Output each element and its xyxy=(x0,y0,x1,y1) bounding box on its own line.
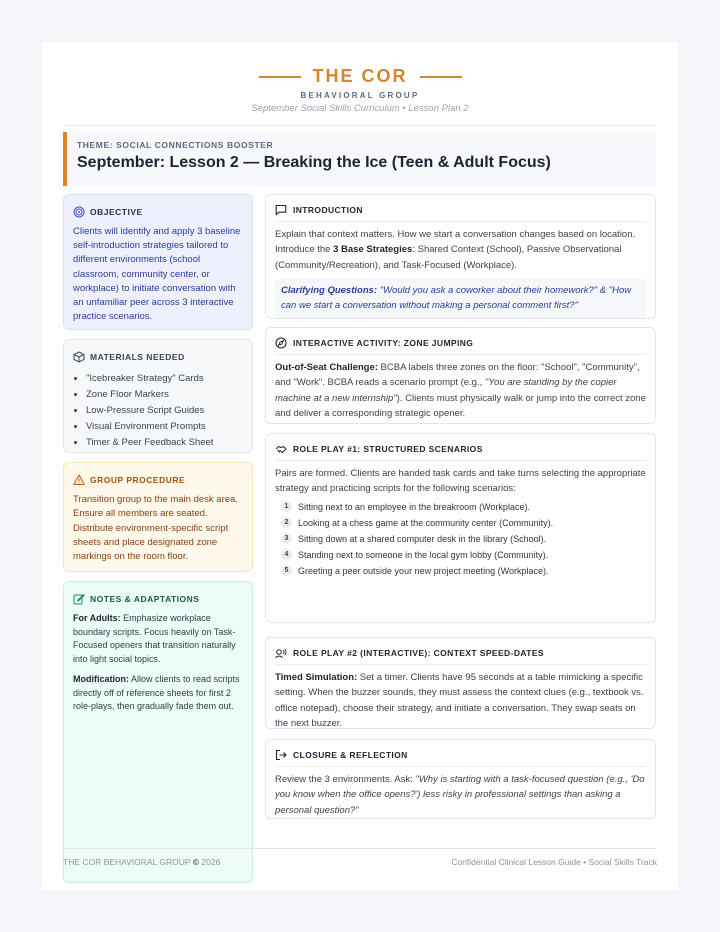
scenario-number: 2 xyxy=(281,517,292,528)
brand-header xyxy=(42,66,678,114)
objective-heading: OBJECTIVE xyxy=(90,207,143,217)
scenario-number: 5 xyxy=(281,565,292,576)
closure-question: "Why is starting with a task-focused question (e.g., 'Do you know when the office opens?') less risky in professional settings than asking a personal question?" xyxy=(275,774,645,816)
closure-text xyxy=(275,772,646,818)
copyright-symbol: © xyxy=(192,857,200,867)
zone-text-b: ). Clients must physically walk or jump into the correct zone and deliver a corresponding strategic opener. xyxy=(275,392,646,419)
target-icon xyxy=(73,206,85,218)
notes-card xyxy=(63,581,253,883)
compass-icon xyxy=(275,337,287,349)
lesson-title: September: Lesson 2 — Breaking the Ice (Teen & Adult Focus) xyxy=(77,154,551,171)
cube-icon xyxy=(73,351,85,363)
footer-right: Confidential Clinical Lesson Guide • Social Skills Track xyxy=(451,857,657,867)
zone-activity-card xyxy=(265,327,656,424)
warning-icon xyxy=(73,474,85,486)
list-item xyxy=(281,515,646,531)
scenario-number: 3 xyxy=(281,533,292,544)
footer-left xyxy=(63,857,220,867)
scenario-number: 4 xyxy=(281,549,292,560)
header-divider xyxy=(63,125,657,126)
scenario-text: Greeting a peer outside your new project meeting (Workplace). xyxy=(298,565,549,576)
clarifying-questions xyxy=(275,279,646,318)
handshake-icon xyxy=(275,443,287,455)
modification-label: Modification: xyxy=(73,673,129,684)
footer-year: 2026 xyxy=(201,857,221,867)
curriculum-tagline: September Social Skills Curriculum • Lesson Plan 2 xyxy=(251,103,469,114)
scenario-text: Standing next to someone in the local gym lobby (Community). xyxy=(298,549,549,560)
adults-text: Emphasize workplace boundary scripts. Focus heavily on Task-Focused openers that transition naturally into light social topics. xyxy=(73,613,236,665)
zone-text-a: BCBA labels three zones on the floor: "School", "Community", and "Work". BCBA reads a scenario prompt (e.g., xyxy=(275,362,640,389)
theme-banner xyxy=(63,132,656,186)
introduction-heading: INTRODUCTION xyxy=(293,205,363,215)
scenario-text: Looking at a chess game at the community center (Community). xyxy=(298,517,554,528)
scenario-text: Sitting down at a shared computer desk in the library (School). xyxy=(298,533,547,544)
objective-text: Clients will identify and apply 3 baseline self-introduction strategies tailored to different environments (school classroom, community center, or workplace) to initiate conversation with an unfamiliar peer across 3 interactive practice scenarios. xyxy=(73,226,241,323)
theme-label: THEME: SOCIAL CONNECTIONS BOOSTER xyxy=(77,140,274,150)
procedure-heading: GROUP PROCEDURE xyxy=(90,475,186,485)
quote-text: "Would you ask a coworker about their homework?" & "How can we start a conversation without making a personal comment first?" xyxy=(281,284,632,311)
zone-heading: INTERACTIVE ACTIVITY: ZONE JUMPING xyxy=(293,338,474,348)
zone-text xyxy=(275,360,646,421)
roleplay1-heading: ROLE PLAY #1: STRUCTURED SCENARIOS xyxy=(293,444,483,454)
list-item xyxy=(281,499,646,515)
introduction-text xyxy=(275,227,646,273)
list-item xyxy=(281,547,646,563)
list-item: • "Icebreaker Strategy" Cards xyxy=(86,371,243,387)
speaking-icon xyxy=(275,647,287,659)
exit-arrow-icon xyxy=(275,749,287,761)
roleplay1-card xyxy=(265,433,656,623)
materials-heading: MATERIALS NEEDED xyxy=(90,352,185,362)
intro-text-a: Explain that context matters. How we start a conversation changes based on location. Introduce the xyxy=(275,229,636,256)
edit-icon xyxy=(73,593,85,605)
materials-list xyxy=(73,371,243,451)
scenario-text: Sitting next to an employee in the breakroom (Workplace). xyxy=(298,501,530,512)
introduction-card xyxy=(265,194,656,319)
intro-strategies: 3 Base Strategies xyxy=(333,244,413,256)
brand-name: THE COR xyxy=(312,66,408,86)
roleplay2-heading: ROLE PLAY #2 (INTERACTIVE): CONTEXT SPEED-DATES xyxy=(293,648,545,658)
roleplay2-body: Set a timer. Clients have 95 seconds at a table mimicking a specific setting. When the buzzer sounds, they must assess the context clues (e.g., textbook vs. office notepad), choose their strategy, and initiate a conversation. They swap seats on the next buzzer. xyxy=(275,672,644,729)
brand-rule-left xyxy=(259,76,301,78)
brand-rule-right xyxy=(420,76,462,78)
notes-heading: NOTES & ADAPTATIONS xyxy=(90,594,200,604)
adults-label: For Adults: xyxy=(73,613,121,623)
list-item: • Visual Environment Prompts xyxy=(86,419,243,435)
adults-note xyxy=(73,612,243,667)
footer-org: THE COR BEHAVIORAL GROUP xyxy=(63,857,191,867)
objective-card xyxy=(63,194,253,330)
brand-subtitle: BEHAVIORAL GROUP xyxy=(300,91,420,100)
roleplay1-intro: Pairs are formed. Clients are handed task cards and take turns selecting the appropriate strategy and practicing scripts for the following scenarios: xyxy=(275,468,646,495)
scenario-number: 1 xyxy=(281,501,292,512)
closure-card xyxy=(265,739,656,819)
list-item: • Timer & Peer Feedback Sheet xyxy=(86,435,243,451)
quote-label: Clarifying Questions: xyxy=(281,284,378,296)
procedure-card xyxy=(63,462,253,572)
procedure-text: Transition group to the main desk area. Ensure all members are seated. Distribute environment-specific script sheets and place designated zone markings on the room floor. xyxy=(73,494,238,563)
roleplay2-text xyxy=(275,670,646,731)
modification-text: Allow clients to read scripts directly off of reference sheets for first 2 role-plays, then gradually fade them out. xyxy=(73,673,240,712)
roleplay2-lead: Timed Simulation: xyxy=(275,672,358,683)
modification-note xyxy=(73,673,243,714)
materials-card xyxy=(63,339,253,453)
chat-icon xyxy=(275,204,287,216)
zone-prompt-example: "You are standing by the copier machine at a new internship" xyxy=(275,377,617,404)
roleplay2-card xyxy=(265,637,656,729)
lesson-plan-page xyxy=(42,42,678,890)
intro-text-b: : Shared Context (School), Passive Observational (Community/Recreation), and Task-Focused (Workplace). xyxy=(275,244,622,271)
closure-text-a: Review the 3 environments. Ask: xyxy=(275,774,416,785)
list-item xyxy=(281,531,646,547)
zone-lead: Out-of-Seat Challenge: xyxy=(275,362,378,373)
footer-divider xyxy=(63,848,657,849)
list-item: • Low-Pressure Script Guides xyxy=(86,403,243,419)
closure-heading: CLOSURE & REFLECTION xyxy=(293,750,408,760)
list-item xyxy=(281,563,646,579)
scenario-list xyxy=(275,499,646,579)
list-item: • Zone Floor Markers xyxy=(86,387,243,403)
